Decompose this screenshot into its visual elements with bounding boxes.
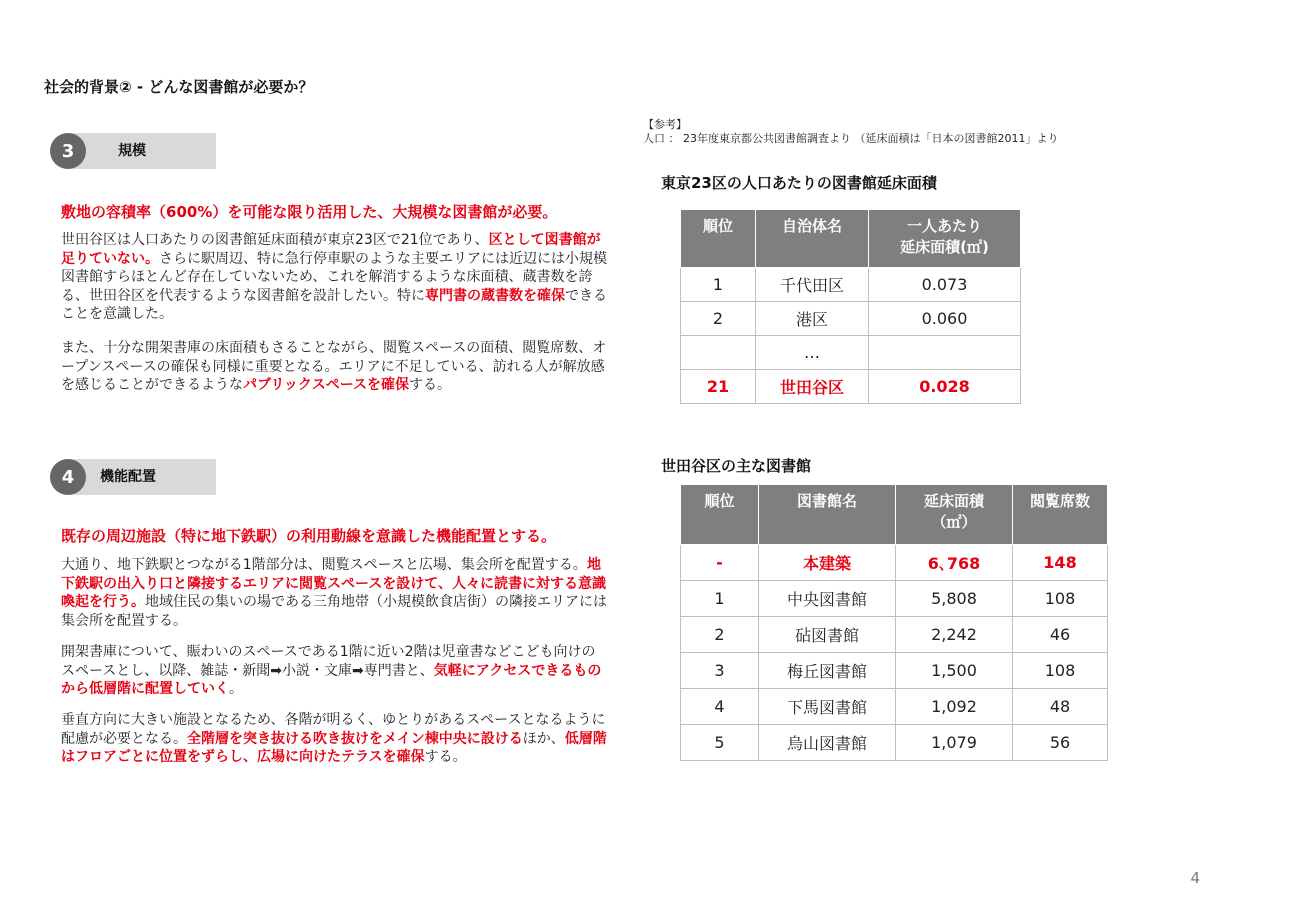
table-row-highlight [681,370,1021,404]
section-4-label: 機能配置 [100,469,156,485]
table-1 [680,209,1021,404]
table-2-cell-rank: - [681,545,759,581]
table-row [681,617,1108,653]
emphasis-text: 地下鉄駅の出入り口と隣接するエリアに閲覧スペースを設けて、人々に読書に対する意識喚起を行う。 [61,557,607,610]
table-2-cell-name: 砧図書館 [759,617,896,653]
emphasis-text: 気軽にアクセスできるものから低層階に配置していく [61,662,602,697]
table-2-cell-seats: 108 [1013,653,1108,689]
table-1-title: 東京23区の人口あたりの図書館延床面積 [661,174,937,192]
table-1-cell-rank: 21 [681,370,756,404]
table-1-cell-value: 0.073 [869,268,1021,302]
section-4-paragraph-3 [61,711,609,767]
table-2-cell-area: 2,242 [896,617,1013,653]
table-2-cell-name: 本建築 [759,545,896,581]
table-1-cell-name: … [756,336,869,370]
table-2 [680,484,1108,761]
table-2-cell-name: 梅丘図書館 [759,653,896,689]
table-1-header-value: 一人あたり 延床面積(㎡) [869,210,1021,268]
section-4-paragraph-2 [61,643,609,699]
table-row [681,653,1108,689]
table-1-cell-rank: 1 [681,268,756,302]
table-row [681,336,1021,370]
body-text: する。 [424,749,467,765]
page-title: 社会的背景② - どんな図書館が必要か？ [44,78,314,96]
table-1-cell-name: 千代田区 [756,268,869,302]
table-1-cell-name: 港区 [756,302,869,336]
section-3-paragraph-2 [61,339,609,395]
page-number: 4 [1190,869,1200,887]
section-3-label: 規模 [118,143,146,159]
table-2-cell-rank: 3 [681,653,759,689]
emphasis-text: 低層階はフロアごとに位置をずらし、広場に向けたテラスを確保 [61,730,607,765]
body-text: 開架書庫について、賑わいのスペースである1階に近い2階は児童書などこども向けのスペースとし、以降、雑誌・新聞➡小説・文庫➡専門書と、 [61,644,596,679]
body-text: できることを意識した。 [61,287,607,322]
table-2-header-seats: 閲覧席数 [1013,485,1108,545]
section-4-lead: 既存の周辺施設（特に地下鉄駅）の利用動線を意識した機能配置とする。 [61,527,557,545]
body-text: さらに駅周辺、特に急行停車駅のような主要エリアには近辺には小規模図書館すらほとんど存在していないため、これを解消するような床面積、蔵書数を誇る、世田谷区を代表するような図書館を設計したい。特に [61,250,607,304]
table-row [681,725,1108,761]
section-3-number: 3 [50,133,86,169]
table-2-header-row [681,485,1108,545]
table-1-cell-value: 0.060 [869,302,1021,336]
reference-heading: 【参考】 [643,118,687,131]
table-1-cell-value: 0.028 [869,370,1021,404]
table-2-cell-area: 1,500 [896,653,1013,689]
table-row-highlight [681,545,1108,581]
section-3-lead: 敷地の容積率（600%）を可能な限り活用した、大規模な図書館が必要。 [61,203,558,221]
table-2-cell-name: 下馬図書館 [759,689,896,725]
table-1-header-row [681,210,1021,268]
table-2-cell-rank: 2 [681,617,759,653]
table-2-header-name: 図書館名 [759,485,896,545]
table-1-cell-rank: 2 [681,302,756,336]
table-2-cell-area: 1,092 [896,689,1013,725]
table-2-cell-area: 1,079 [896,725,1013,761]
body-text: また、十分な開架書庫の床面積もさることながら、閲覧スペースの面積、閲覧席数、オープンスペースの確保も同様に重要となる。エリアに不足している、訪れる人が解放感を感じることができるような [61,340,607,393]
table-2-cell-seats: 148 [1013,545,1108,581]
table-row [681,581,1108,617]
section-3-paragraph-1 [61,231,609,324]
table-2-cell-rank: 4 [681,689,759,725]
table-row [681,689,1108,725]
section-4-header [50,459,216,495]
body-text: する。 [409,377,452,393]
table-2-cell-seats: 56 [1013,725,1108,761]
table-2-cell-rank: 5 [681,725,759,761]
table-2-cell-name: 烏山図書館 [759,725,896,761]
table-row [681,268,1021,302]
table-2-cell-rank: 1 [681,581,759,617]
section-4-number: 4 [50,459,86,495]
reference-block [643,118,1058,146]
body-text: 世田谷区は人口あたりの図書館延床面積が東京23区で21位であり、 [61,232,489,248]
table-row [681,302,1021,336]
table-2-cell-seats: 108 [1013,581,1108,617]
emphasis-text: パブリックスペースを確保 [243,377,410,393]
table-1-header-name: 自治体名 [756,210,869,268]
table-1-cell-rank [681,336,756,370]
emphasis-text: 全階層を突き抜ける吹き抜けをメイン棟中央に設ける [187,730,523,747]
table-2-cell-name: 中央図書館 [759,581,896,617]
body-text: 地域住民の集いの場である三角地帯（小規模飲食店街）の隣接エリアには集会所を配置する。 [61,594,607,629]
table-1-cell-name: 世田谷区 [756,370,869,404]
section-4-paragraph-1 [61,556,609,630]
body-text: 垂直方向に大きい施設となるため、各階が明るく、ゆとりがあるスペースとなるように配慮が必要となる。 [61,712,606,747]
table-2-cell-seats: 46 [1013,617,1108,653]
table-1-cell-value [869,336,1021,370]
emphasis-text: 専門書の蔵書数を確保 [425,287,565,304]
table-2-header-area: 延床面積 （㎡） [896,485,1013,545]
body-text: 大通り、地下鉄駅とつながる1階部分は、閲覧スペースと広場、集会所を配置する。 [61,557,587,573]
emphasis-text: 区として図書館が足りていない。 [61,232,601,267]
table-2-cell-area: 6､768 [896,545,1013,581]
body-text: ほか、 [522,730,565,747]
table-2-cell-seats: 48 [1013,689,1108,725]
table-1-header-rank: 順位 [681,210,756,268]
table-2-header-rank: 順位 [681,485,759,545]
body-text: 。 [229,681,243,697]
reference-line: 人口 ： 23年度東京都公共図書館調査より （延床面積は「日本の図書館2011」より [643,132,1059,145]
section-3-header [50,133,216,169]
table-2-cell-area: 5,808 [896,581,1013,617]
table-2-title: 世田谷区の主な図書館 [661,457,812,475]
